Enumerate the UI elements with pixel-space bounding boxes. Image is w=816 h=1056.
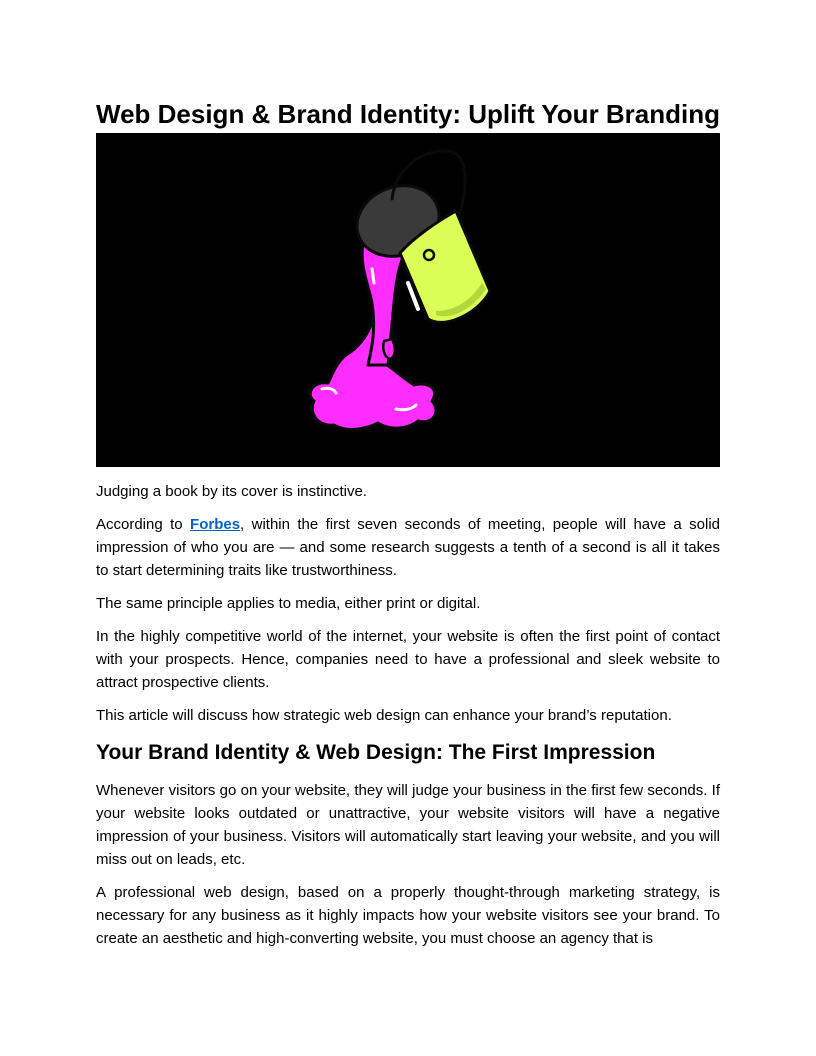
hero-image bbox=[96, 133, 720, 467]
paragraph-forbes bbox=[96, 513, 720, 582]
paragraph-intro: Judging a book by its cover is instinctive. bbox=[96, 483, 367, 500]
article-body bbox=[96, 480, 720, 960]
paragraph-media: The same principle applies to media, either print or digital. bbox=[96, 595, 481, 612]
paint-drip bbox=[383, 339, 395, 359]
paint-bucket-illustration bbox=[96, 133, 720, 467]
paragraph-first-impression: Whenever visitors go on your website, they will judge your business in the first few seconds. If your website looks outdated or unattractive, your website visitors will have a negative impression of your business. Visitors will automatically start leaving your website, and you will miss out on leads, etc. bbox=[96, 782, 720, 868]
paragraph-article-purpose: This article will discuss how strategic web design can enhance your brand’s reputation. bbox=[96, 707, 672, 724]
paint-highlight bbox=[372, 269, 374, 283]
page-title: Web Design & Brand Identity: Uplift Your Branding bbox=[96, 99, 721, 129]
forbes-link[interactable]: Forbes bbox=[190, 516, 241, 533]
section-heading: Your Brand Identity & Web Design: The First Impression bbox=[96, 741, 656, 764]
paragraph-professional-design: A professional web design, based on a properly thought-through marketing strategy, is necessary for any business as it highly impacts how your website visitors see your brand. To create an aesthetic and high-converting website, you must choose an agency that is bbox=[96, 884, 720, 947]
paragraph-forbes-lead: According to bbox=[96, 516, 191, 533]
paragraph-competitive: In the highly competitive world of the internet, your website is often the first point of contact with your prospects. Hence, companies need to have a professional and sleek website to attract prospective clients. bbox=[96, 628, 720, 691]
paragraph-forbes-rest: , within the first seven seconds of meeting, people will have a solid impression of who you are — and some research suggests a tenth of a second is all it takes to start determining traits like trustworthiness. bbox=[96, 516, 720, 579]
